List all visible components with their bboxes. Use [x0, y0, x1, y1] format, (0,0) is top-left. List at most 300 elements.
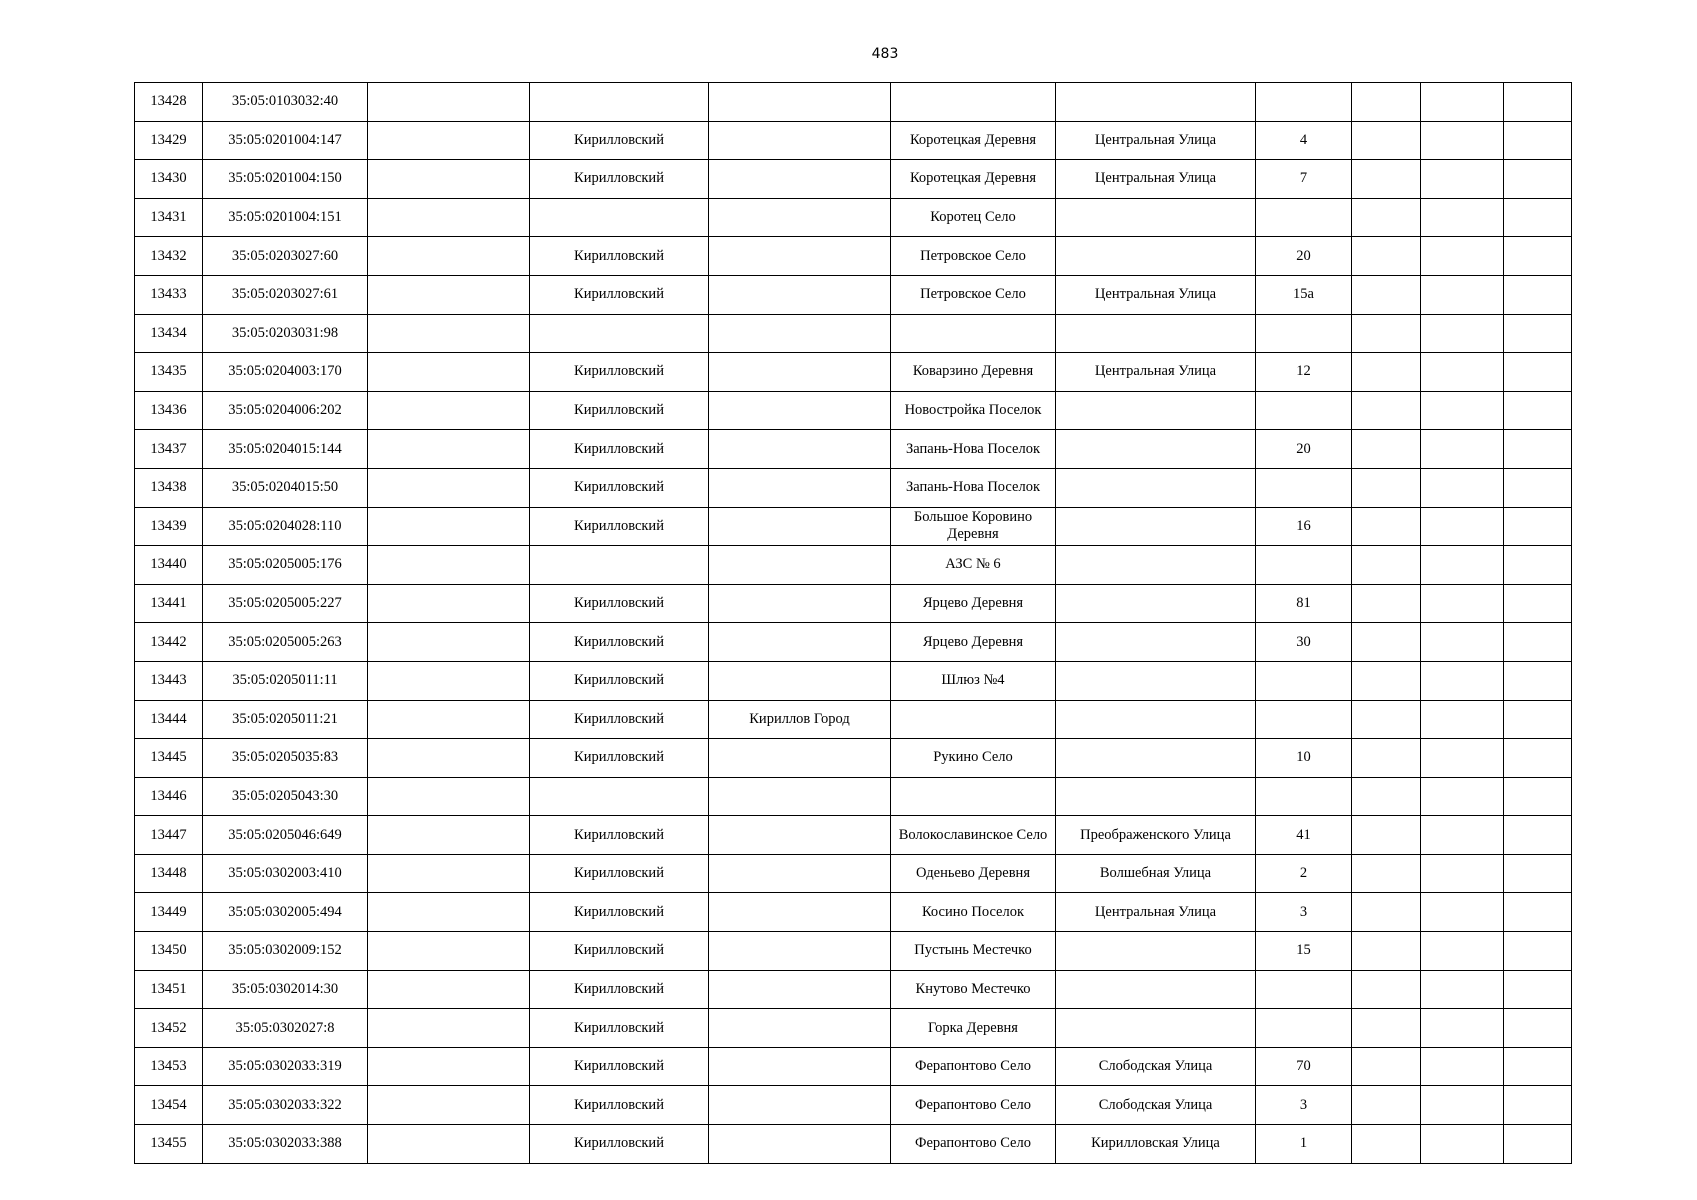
- cadastral-number-cell: 35:05:0205005:263: [203, 623, 368, 662]
- district-cell: Кирилловский: [530, 700, 709, 739]
- street-cell: [1056, 584, 1256, 623]
- city-cell: [709, 275, 891, 314]
- empty-cell: [1504, 700, 1572, 739]
- table-row: [135, 275, 1572, 314]
- house-number-cell: 3: [1256, 1086, 1352, 1125]
- street-cell: Слободская Улица: [1056, 1047, 1256, 1086]
- locality-cell: АЗС № 6: [891, 546, 1056, 585]
- street-cell: Центральная Улица: [1056, 893, 1256, 932]
- city-cell: [709, 1009, 891, 1048]
- district-cell: Кирилловский: [530, 932, 709, 971]
- table-row: [135, 661, 1572, 700]
- district-cell: Кирилловский: [530, 237, 709, 276]
- empty-cell: [368, 430, 530, 469]
- street-cell: [1056, 83, 1256, 122]
- empty-cell: [368, 1086, 530, 1125]
- cadastral-number-cell: 35:05:0205011:21: [203, 700, 368, 739]
- row-number-cell: 13437: [135, 430, 203, 469]
- table-row: [135, 1125, 1572, 1164]
- district-cell: [530, 83, 709, 122]
- cadastral-number-cell: 35:05:0205011:11: [203, 661, 368, 700]
- house-number-cell: [1256, 391, 1352, 430]
- house-number-cell: 30: [1256, 623, 1352, 662]
- empty-cell: [368, 661, 530, 700]
- empty-cell: [1421, 391, 1504, 430]
- house-number-cell: 2: [1256, 854, 1352, 893]
- empty-cell: [368, 353, 530, 392]
- empty-cell: [1352, 546, 1421, 585]
- empty-cell: [368, 391, 530, 430]
- empty-cell: [1421, 314, 1504, 353]
- empty-cell: [368, 1047, 530, 1086]
- table-row: [135, 893, 1572, 932]
- row-number-cell: 13436: [135, 391, 203, 430]
- city-cell: [709, 623, 891, 662]
- district-cell: Кирилловский: [530, 893, 709, 932]
- row-number-cell: 13441: [135, 584, 203, 623]
- locality-cell: Горка Деревня: [891, 1009, 1056, 1048]
- cadastral-number-cell: 35:05:0302033:322: [203, 1086, 368, 1125]
- row-number-cell: 13445: [135, 739, 203, 778]
- empty-cell: [368, 160, 530, 199]
- district-cell: Кирилловский: [530, 160, 709, 199]
- cadastral-number-cell: 35:05:0204015:50: [203, 468, 368, 507]
- cadastral-number-cell: 35:05:0205043:30: [203, 777, 368, 816]
- city-cell: [709, 661, 891, 700]
- cadastral-number-cell: 35:05:0203027:60: [203, 237, 368, 276]
- empty-cell: [368, 546, 530, 585]
- district-cell: Кирилловский: [530, 275, 709, 314]
- empty-cell: [1504, 314, 1572, 353]
- empty-cell: [1352, 1047, 1421, 1086]
- row-number-cell: 13438: [135, 468, 203, 507]
- empty-cell: [1504, 507, 1572, 546]
- cadastral-number-cell: 35:05:0204028:110: [203, 507, 368, 546]
- empty-cell: [1352, 700, 1421, 739]
- cadastral-number-cell: 35:05:0201004:151: [203, 198, 368, 237]
- street-cell: [1056, 777, 1256, 816]
- locality-cell: [891, 83, 1056, 122]
- district-cell: [530, 546, 709, 585]
- empty-cell: [1504, 275, 1572, 314]
- street-cell: Центральная Улица: [1056, 121, 1256, 160]
- district-cell: Кирилловский: [530, 1125, 709, 1164]
- empty-cell: [1421, 430, 1504, 469]
- house-number-cell: [1256, 700, 1352, 739]
- street-cell: [1056, 623, 1256, 662]
- empty-cell: [368, 584, 530, 623]
- street-cell: [1056, 468, 1256, 507]
- table-row: [135, 739, 1572, 778]
- empty-cell: [1352, 816, 1421, 855]
- city-cell: [709, 777, 891, 816]
- street-cell: Волшебная Улица: [1056, 854, 1256, 893]
- street-cell: [1056, 546, 1256, 585]
- district-cell: Кирилловский: [530, 391, 709, 430]
- table-row: [135, 198, 1572, 237]
- empty-cell: [1504, 661, 1572, 700]
- row-number-cell: 13428: [135, 83, 203, 122]
- district-cell: Кирилловский: [530, 353, 709, 392]
- empty-cell: [1421, 237, 1504, 276]
- house-number-cell: 7: [1256, 160, 1352, 199]
- row-number-cell: 13444: [135, 700, 203, 739]
- empty-cell: [1421, 121, 1504, 160]
- table-row: [135, 623, 1572, 662]
- row-number-cell: 13448: [135, 854, 203, 893]
- empty-cell: [1421, 700, 1504, 739]
- table-row: [135, 430, 1572, 469]
- empty-cell: [1421, 893, 1504, 932]
- street-cell: [1056, 507, 1256, 546]
- row-number-cell: 13433: [135, 275, 203, 314]
- empty-cell: [1421, 816, 1504, 855]
- house-number-cell: 12: [1256, 353, 1352, 392]
- empty-cell: [1421, 584, 1504, 623]
- empty-cell: [1352, 623, 1421, 662]
- cadastral-number-cell: 35:05:0302027:8: [203, 1009, 368, 1048]
- empty-cell: [1352, 661, 1421, 700]
- empty-cell: [1421, 1086, 1504, 1125]
- street-cell: [1056, 314, 1256, 353]
- table-row: [135, 854, 1572, 893]
- registry-rows: [135, 83, 1572, 1164]
- table-row: [135, 1009, 1572, 1048]
- cadastral-number-cell: 35:05:0302005:494: [203, 893, 368, 932]
- city-cell: [709, 1086, 891, 1125]
- locality-cell: Оденьево Деревня: [891, 854, 1056, 893]
- empty-cell: [368, 507, 530, 546]
- cadastral-number-cell: 35:05:0201004:150: [203, 160, 368, 199]
- empty-cell: [1352, 391, 1421, 430]
- district-cell: [530, 314, 709, 353]
- empty-cell: [1504, 237, 1572, 276]
- locality-cell: Коротецкая Деревня: [891, 160, 1056, 199]
- empty-cell: [1352, 468, 1421, 507]
- street-cell: [1056, 391, 1256, 430]
- empty-cell: [1352, 83, 1421, 122]
- empty-cell: [1421, 468, 1504, 507]
- district-cell: Кирилловский: [530, 739, 709, 778]
- empty-cell: [368, 121, 530, 160]
- locality-cell: Волокославинское Село: [891, 816, 1056, 855]
- empty-cell: [1504, 83, 1572, 122]
- cadastral-number-cell: 35:05:0302033:388: [203, 1125, 368, 1164]
- locality-cell: Коварзино Деревня: [891, 353, 1056, 392]
- empty-cell: [368, 932, 530, 971]
- locality-cell: Ярцево Деревня: [891, 584, 1056, 623]
- street-cell: [1056, 700, 1256, 739]
- table-row: [135, 700, 1572, 739]
- cadastral-number-cell: 35:05:0205005:176: [203, 546, 368, 585]
- district-cell: Кирилловский: [530, 584, 709, 623]
- house-number-cell: [1256, 1009, 1352, 1048]
- locality-cell: Ферапонтово Село: [891, 1086, 1056, 1125]
- empty-cell: [1504, 623, 1572, 662]
- empty-cell: [1352, 1125, 1421, 1164]
- locality-cell: Рукино Село: [891, 739, 1056, 778]
- locality-cell: Коротецкая Деревня: [891, 121, 1056, 160]
- city-cell: [709, 430, 891, 469]
- district-cell: Кирилловский: [530, 430, 709, 469]
- house-number-cell: [1256, 314, 1352, 353]
- empty-cell: [368, 700, 530, 739]
- empty-cell: [1504, 198, 1572, 237]
- empty-cell: [1352, 198, 1421, 237]
- table-row: [135, 1047, 1572, 1086]
- district-cell: Кирилловский: [530, 661, 709, 700]
- empty-cell: [368, 739, 530, 778]
- city-cell: [709, 507, 891, 546]
- city-cell: Кириллов Город: [709, 700, 891, 739]
- empty-cell: [1352, 353, 1421, 392]
- empty-cell: [1352, 893, 1421, 932]
- city-cell: [709, 893, 891, 932]
- empty-cell: [1421, 623, 1504, 662]
- locality-cell: [891, 314, 1056, 353]
- house-number-cell: 20: [1256, 237, 1352, 276]
- empty-cell: [1504, 893, 1572, 932]
- empty-cell: [1352, 275, 1421, 314]
- table-row: [135, 507, 1572, 546]
- house-number-cell: 10: [1256, 739, 1352, 778]
- city-cell: [709, 160, 891, 199]
- empty-cell: [1421, 198, 1504, 237]
- street-cell: [1056, 430, 1256, 469]
- city-cell: [709, 468, 891, 507]
- row-number-cell: 13453: [135, 1047, 203, 1086]
- table-row: [135, 160, 1572, 199]
- cadastral-number-cell: 35:05:0204006:202: [203, 391, 368, 430]
- empty-cell: [1352, 970, 1421, 1009]
- city-cell: [709, 353, 891, 392]
- row-number-cell: 13454: [135, 1086, 203, 1125]
- empty-cell: [1421, 353, 1504, 392]
- empty-cell: [1504, 430, 1572, 469]
- locality-cell: Шлюз №4: [891, 661, 1056, 700]
- house-number-cell: [1256, 970, 1352, 1009]
- city-cell: [709, 121, 891, 160]
- row-number-cell: 13432: [135, 237, 203, 276]
- row-number-cell: 13446: [135, 777, 203, 816]
- row-number-cell: 13442: [135, 623, 203, 662]
- locality-cell: Ферапонтово Село: [891, 1047, 1056, 1086]
- street-cell: Центральная Улица: [1056, 160, 1256, 199]
- table-row: [135, 777, 1572, 816]
- table-row: [135, 468, 1572, 507]
- empty-cell: [1421, 970, 1504, 1009]
- empty-cell: [1504, 970, 1572, 1009]
- city-cell: [709, 83, 891, 122]
- empty-cell: [1421, 777, 1504, 816]
- empty-cell: [1352, 160, 1421, 199]
- locality-cell: Коротец Село: [891, 198, 1056, 237]
- empty-cell: [1352, 584, 1421, 623]
- street-cell: Центральная Улица: [1056, 275, 1256, 314]
- empty-cell: [1421, 1009, 1504, 1048]
- row-number-cell: 13439: [135, 507, 203, 546]
- street-cell: [1056, 739, 1256, 778]
- empty-cell: [1421, 854, 1504, 893]
- empty-cell: [1504, 1047, 1572, 1086]
- district-cell: Кирилловский: [530, 970, 709, 1009]
- row-number-cell: 13450: [135, 932, 203, 971]
- row-number-cell: 13455: [135, 1125, 203, 1164]
- district-cell: Кирилловский: [530, 1086, 709, 1125]
- table-row: [135, 970, 1572, 1009]
- district-cell: Кирилловский: [530, 507, 709, 546]
- district-cell: Кирилловский: [530, 468, 709, 507]
- empty-cell: [368, 468, 530, 507]
- locality-cell: Ферапонтово Село: [891, 1125, 1056, 1164]
- locality-cell: Ярцево Деревня: [891, 623, 1056, 662]
- row-number-cell: 13435: [135, 353, 203, 392]
- empty-cell: [1352, 854, 1421, 893]
- cadastral-number-cell: 35:05:0205046:649: [203, 816, 368, 855]
- table-row: [135, 314, 1572, 353]
- locality-cell: Кнутово Местечко: [891, 970, 1056, 1009]
- page-number: 483: [871, 46, 899, 62]
- house-number-cell: 41: [1256, 816, 1352, 855]
- empty-cell: [368, 198, 530, 237]
- city-cell: [709, 198, 891, 237]
- row-number-cell: 13449: [135, 893, 203, 932]
- locality-cell: Петровское Село: [891, 237, 1056, 276]
- row-number-cell: 13434: [135, 314, 203, 353]
- cadastral-number-cell: 35:05:0205035:83: [203, 739, 368, 778]
- table-row: [135, 83, 1572, 122]
- row-number-cell: 13430: [135, 160, 203, 199]
- house-number-cell: 15: [1256, 932, 1352, 971]
- empty-cell: [1421, 1047, 1504, 1086]
- city-cell: [709, 816, 891, 855]
- table-row: [135, 353, 1572, 392]
- empty-cell: [1504, 468, 1572, 507]
- cadastral-number-cell: 35:05:0205005:227: [203, 584, 368, 623]
- empty-cell: [1504, 1086, 1572, 1125]
- locality-cell: Новостройка Поселок: [891, 391, 1056, 430]
- cadastral-number-cell: 35:05:0302009:152: [203, 932, 368, 971]
- cadastral-number-cell: 35:05:0201004:147: [203, 121, 368, 160]
- house-number-cell: [1256, 83, 1352, 122]
- street-cell: Слободская Улица: [1056, 1086, 1256, 1125]
- empty-cell: [368, 83, 530, 122]
- house-number-cell: [1256, 661, 1352, 700]
- empty-cell: [1504, 121, 1572, 160]
- empty-cell: [1421, 546, 1504, 585]
- empty-cell: [1421, 661, 1504, 700]
- cadastral-number-cell: 35:05:0204003:170: [203, 353, 368, 392]
- district-cell: Кирилловский: [530, 1047, 709, 1086]
- cadastral-number-cell: 35:05:0302003:410: [203, 854, 368, 893]
- street-cell: Кирилловская Улица: [1056, 1125, 1256, 1164]
- empty-cell: [1504, 546, 1572, 585]
- empty-cell: [368, 1125, 530, 1164]
- city-cell: [709, 391, 891, 430]
- empty-cell: [1504, 816, 1572, 855]
- registry-table: [134, 82, 1572, 1164]
- district-cell: Кирилловский: [530, 1009, 709, 1048]
- house-number-cell: 1: [1256, 1125, 1352, 1164]
- house-number-cell: 4: [1256, 121, 1352, 160]
- cadastral-number-cell: 35:05:0302014:30: [203, 970, 368, 1009]
- house-number-cell: 15а: [1256, 275, 1352, 314]
- house-number-cell: 20: [1256, 430, 1352, 469]
- empty-cell: [1421, 1125, 1504, 1164]
- empty-cell: [1421, 932, 1504, 971]
- street-cell: [1056, 932, 1256, 971]
- empty-cell: [1352, 739, 1421, 778]
- street-cell: [1056, 661, 1256, 700]
- empty-cell: [368, 314, 530, 353]
- table-row: [135, 121, 1572, 160]
- cadastral-number-cell: 35:05:0204015:144: [203, 430, 368, 469]
- empty-cell: [1504, 854, 1572, 893]
- house-number-cell: [1256, 777, 1352, 816]
- empty-cell: [1352, 507, 1421, 546]
- empty-cell: [368, 777, 530, 816]
- street-cell: [1056, 237, 1256, 276]
- city-cell: [709, 1125, 891, 1164]
- empty-cell: [368, 970, 530, 1009]
- empty-cell: [368, 237, 530, 276]
- empty-cell: [1504, 353, 1572, 392]
- table-row: [135, 391, 1572, 430]
- city-cell: [709, 546, 891, 585]
- cadastral-number-cell: 35:05:0103032:40: [203, 83, 368, 122]
- house-number-cell: [1256, 468, 1352, 507]
- empty-cell: [368, 275, 530, 314]
- empty-cell: [1352, 932, 1421, 971]
- empty-cell: [368, 854, 530, 893]
- street-cell: [1056, 198, 1256, 237]
- empty-cell: [1504, 1009, 1572, 1048]
- city-cell: [709, 1047, 891, 1086]
- empty-cell: [1352, 121, 1421, 160]
- empty-cell: [1421, 275, 1504, 314]
- empty-cell: [1504, 391, 1572, 430]
- district-cell: Кирилловский: [530, 816, 709, 855]
- cadastral-number-cell: 35:05:0302033:319: [203, 1047, 368, 1086]
- district-cell: Кирилловский: [530, 121, 709, 160]
- table-row: [135, 932, 1572, 971]
- city-cell: [709, 739, 891, 778]
- empty-cell: [1421, 160, 1504, 199]
- cadastral-number-cell: 35:05:0203031:98: [203, 314, 368, 353]
- empty-cell: [1352, 237, 1421, 276]
- locality-cell: Запань-Нова Поселок: [891, 468, 1056, 507]
- street-cell: [1056, 1009, 1256, 1048]
- table-row: [135, 816, 1572, 855]
- table-row: [135, 1086, 1572, 1125]
- locality-cell: Пустынь Местечко: [891, 932, 1056, 971]
- row-number-cell: 13452: [135, 1009, 203, 1048]
- city-cell: [709, 932, 891, 971]
- locality-cell: [891, 700, 1056, 739]
- city-cell: [709, 314, 891, 353]
- locality-cell: Запань-Нова Поселок: [891, 430, 1056, 469]
- district-cell: Кирилловский: [530, 623, 709, 662]
- table-row: [135, 546, 1572, 585]
- empty-cell: [368, 893, 530, 932]
- row-number-cell: 13443: [135, 661, 203, 700]
- house-number-cell: 16: [1256, 507, 1352, 546]
- empty-cell: [1352, 314, 1421, 353]
- empty-cell: [1421, 739, 1504, 778]
- empty-cell: [368, 816, 530, 855]
- row-number-cell: 13440: [135, 546, 203, 585]
- district-cell: Кирилловский: [530, 854, 709, 893]
